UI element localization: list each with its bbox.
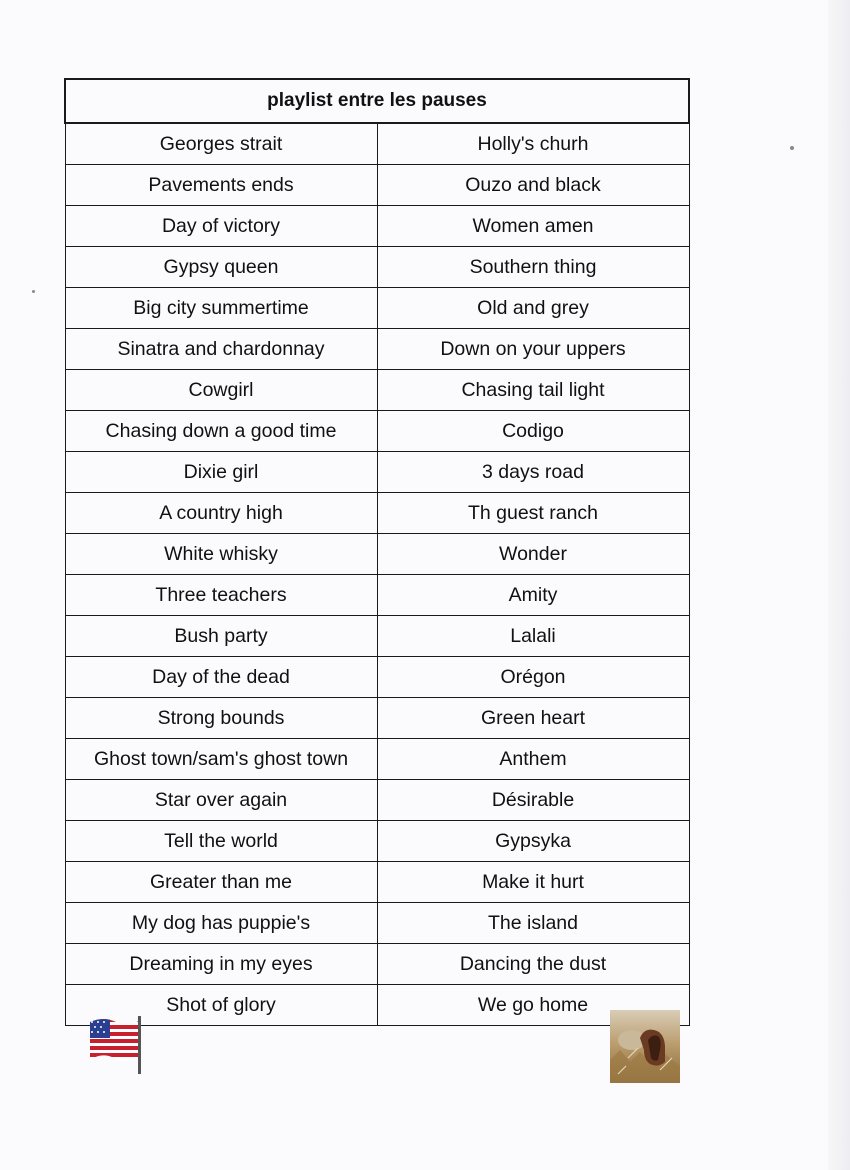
playlist-row [65, 247, 689, 288]
song-left: Ghost town/sam's ghost town [65, 739, 377, 780]
song-left: A country high [65, 493, 377, 534]
song-right: Holly's churh [377, 123, 689, 165]
playlist-row [65, 903, 689, 944]
song-left: Chasing down a good time [65, 411, 377, 452]
playlist-row [65, 657, 689, 698]
playlist-table [64, 78, 690, 1026]
song-right: Codigo [377, 411, 689, 452]
paper-edge [828, 0, 850, 1170]
playlist-row [65, 616, 689, 657]
playlist-row [65, 411, 689, 452]
playlist-row [65, 780, 689, 821]
us-flag-icon [86, 1014, 144, 1076]
song-left: Cowgirl [65, 370, 377, 411]
song-left: Dixie girl [65, 452, 377, 493]
playlist-row [65, 862, 689, 903]
playlist-row [65, 534, 689, 575]
song-left: Strong bounds [65, 698, 377, 739]
playlist-row [65, 698, 689, 739]
song-left: Dreaming in my eyes [65, 944, 377, 985]
playlist-body [65, 123, 689, 1026]
scan-speck [790, 146, 794, 150]
playlist-row [65, 452, 689, 493]
playlist-row [65, 288, 689, 329]
song-left: Georges strait [65, 123, 377, 165]
song-left: Star over again [65, 780, 377, 821]
playlist-row [65, 575, 689, 616]
song-right: Dancing the dust [377, 944, 689, 985]
song-left: Pavements ends [65, 165, 377, 206]
song-right: Désirable [377, 780, 689, 821]
playlist-row [65, 821, 689, 862]
playlist-row [65, 370, 689, 411]
song-right: Lalali [377, 616, 689, 657]
song-right: Orégon [377, 657, 689, 698]
song-right: Down on your uppers [377, 329, 689, 370]
playlist-row [65, 493, 689, 534]
song-left: Day of victory [65, 206, 377, 247]
song-right: Anthem [377, 739, 689, 780]
song-right: We go home [377, 985, 689, 1026]
song-left: Greater than me [65, 862, 377, 903]
song-right: Women amen [377, 206, 689, 247]
song-left: Tell the world [65, 821, 377, 862]
song-right: Wonder [377, 534, 689, 575]
song-left: Three teachers [65, 575, 377, 616]
playlist-row [65, 985, 689, 1026]
song-left: White whisky [65, 534, 377, 575]
scan-speck [32, 290, 35, 293]
song-right: Southern thing [377, 247, 689, 288]
song-right: Chasing tail light [377, 370, 689, 411]
playlist-row [65, 329, 689, 370]
song-right: 3 days road [377, 452, 689, 493]
song-right: Make it hurt [377, 862, 689, 903]
boots-in-hay-photo [610, 1010, 680, 1083]
song-right: Old and grey [377, 288, 689, 329]
song-left: Shot of glory [65, 985, 377, 1026]
song-left: Gypsy queen [65, 247, 377, 288]
song-left: Big city summertime [65, 288, 377, 329]
song-left: Bush party [65, 616, 377, 657]
playlist-row [65, 944, 689, 985]
playlist-row [65, 165, 689, 206]
song-right: The island [377, 903, 689, 944]
song-right: Gypsyka [377, 821, 689, 862]
song-right: Ouzo and black [377, 165, 689, 206]
playlist-row [65, 739, 689, 780]
playlist-row [65, 123, 689, 165]
song-right: Amity [377, 575, 689, 616]
song-right: Green heart [377, 698, 689, 739]
song-left: Sinatra and chardonnay [65, 329, 377, 370]
playlist-row [65, 206, 689, 247]
song-left: My dog has puppie's [65, 903, 377, 944]
song-left: Day of the dead [65, 657, 377, 698]
song-right: Th guest ranch [377, 493, 689, 534]
playlist-title: playlist entre les pauses [65, 79, 689, 123]
